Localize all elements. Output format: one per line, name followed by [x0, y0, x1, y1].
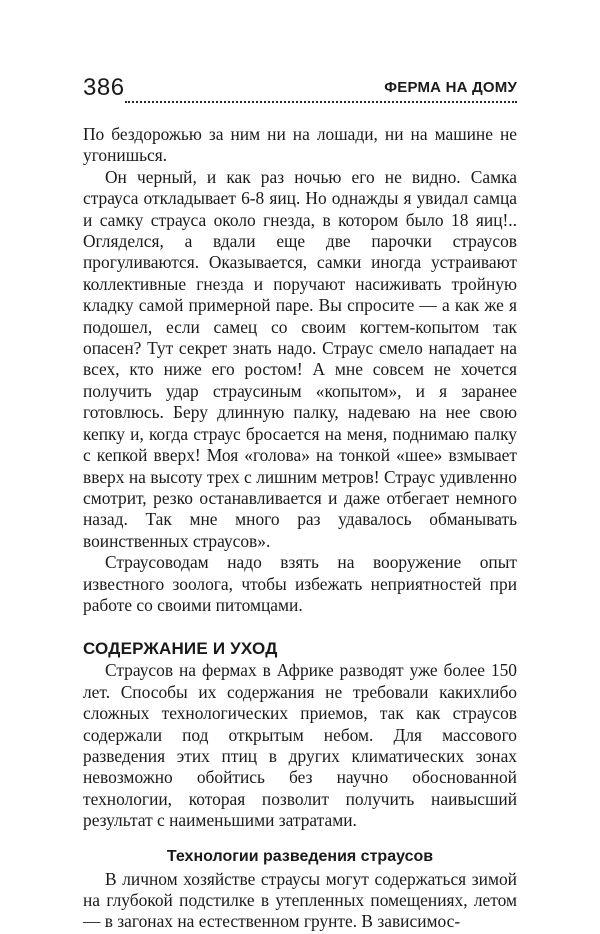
subsection-paragraph: В личном хозяйстве страусы могут содержаться зимой на глубокой подстилке в утепленных помещениях, летом — в загонах на естественном грунте. В зависимос- [83, 868, 517, 932]
header-dotted-rule [125, 101, 517, 103]
paragraph-continued: По бездорожью за ним ни на лошади, ни на машине не угонишься. [83, 124, 517, 166]
paragraph-ostrich-story: Он черный, и как раз ночью его не видно. Самка страуса откладывает 6-8 яиц. Но однажды я увидал самца и самку страуса около гнезда, в котором было 18 яиц!.. Огляделся, а вдали еще две парочки страусов прогуливаются. Оказывается, самки иногда устраивают коллективные гнезда и поручают насиживать тройную кладку самой примерной паре. Вы спросите — а как же я подошел, если самец со своим когтем-копытом так опасен? Тут секрет знать надо. Страус смело нападает на всех, кто ниже его ростом! А мне совсем не хочется получить удар страусиным «копытом», и я заранее готовлюсь. Беру длинную палку, надеваю на нее свою кепку и, когда страус бросается на меня, поднимаю палку с кепкой вверх! Моя «голова» на тонкой «шее» взмывает вверх на высоту трех с лишним метров! Страус удивленно смотрит, резко останавливается и даже отбегает немного назад. Так мне много раз удавалось обманывать воинственных страусов». [83, 166, 517, 551]
page-number: 386 [83, 74, 125, 101]
page-header [83, 76, 517, 106]
running-head: ФЕРМА НА ДОМУ [384, 79, 517, 96]
section-heading: СОДЕРЖАНИЕ И УХОД [83, 639, 278, 659]
page-body [83, 124, 517, 933]
book-page [83, 0, 517, 934]
subsection-heading: Технологии разведения страусов [166, 847, 434, 865]
section-paragraph: Страусов на фермах в Африке разводят уже более 150 лет. Способы их содержания не требовали какихлибо сложных технологических приемов, так как страусов содержали под открытым небом. Для массового разведения этих птиц в других климатических зонах невозможно обойтись без научно обоснованной технологии, которая позволит получить наивысший результат с наименьшими затратами. [83, 660, 517, 831]
paragraph-advice: Страусоводам надо взять на вооружение опыт известного зоолога, чтобы избежать неприятностей при работе со своими питомцами. [83, 552, 517, 615]
